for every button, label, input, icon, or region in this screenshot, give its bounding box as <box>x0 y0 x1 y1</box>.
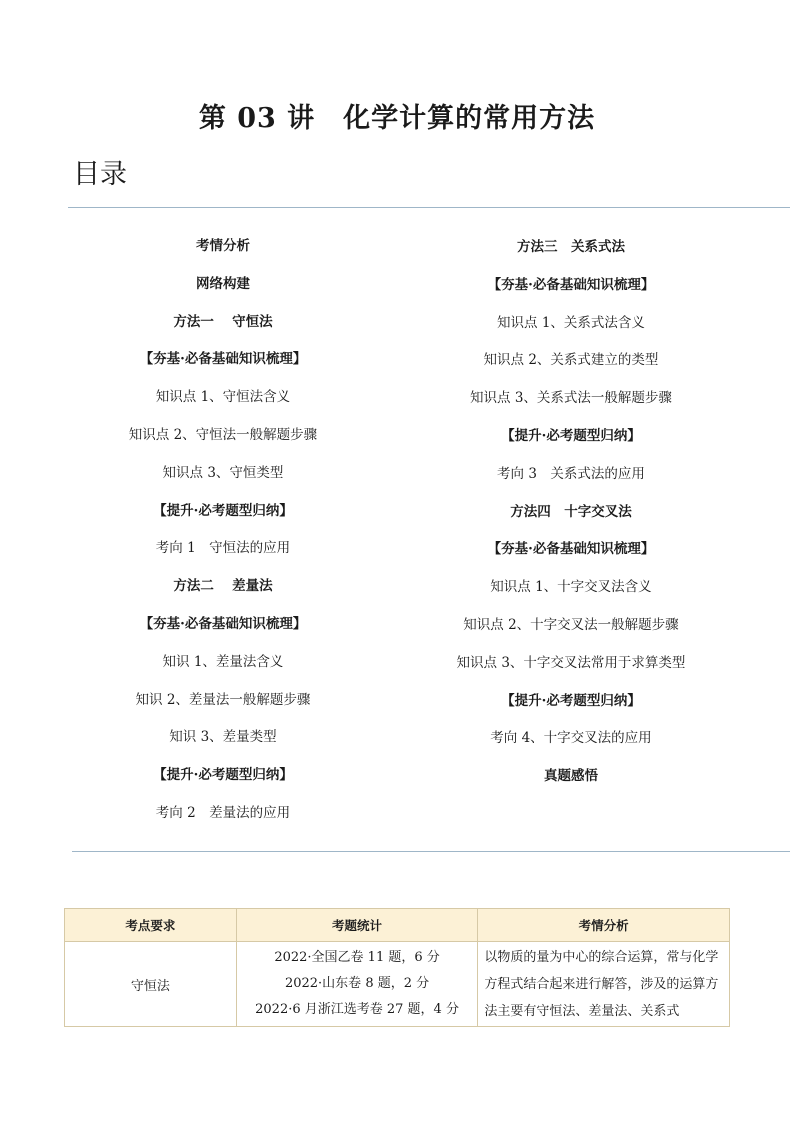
toc-item[interactable]: 【提升·必考题型归纳】 <box>153 502 293 519</box>
stat-line: 2022·全国乙卷 11 题，6 分 <box>274 950 440 965</box>
toc-item[interactable]: 知识点 3、十字交叉法常用于求算类型 <box>456 654 686 671</box>
toc-item[interactable]: 【提升·必考题型归纳】 <box>501 427 641 444</box>
column-header-analysis: 考情分析 <box>478 909 730 942</box>
toc-item[interactable]: 网络构建 <box>196 275 250 292</box>
toc-item[interactable]: 知识点 1、守恒法含义 <box>155 389 291 406</box>
toc-heading: 目录 <box>73 159 127 190</box>
toc-item[interactable]: 知识点 2、守恒法一般解题步骤 <box>128 426 318 443</box>
toc-bottom-divider <box>72 851 790 852</box>
toc-item[interactable]: 真题感悟 <box>544 768 598 785</box>
toc-item[interactable]: 方法四 十字交叉法 <box>510 503 632 520</box>
toc-item[interactable]: 知识 2、差量法一般解题步骤 <box>135 691 311 708</box>
toc-item[interactable]: 知识点 3、关系式法一般解题步骤 <box>470 390 672 407</box>
toc-item[interactable]: 知识 3、差量类型 <box>169 729 277 746</box>
toc-item[interactable]: 【夯基·必备基础知识梳理】 <box>139 615 307 632</box>
toc-item[interactable]: 知识 1、差量法含义 <box>162 653 284 670</box>
toc-top-divider <box>68 207 790 208</box>
toc-item[interactable]: 考情分析 <box>196 238 250 254</box>
requirement-cell: 守恒法 <box>65 942 237 1027</box>
toc-item[interactable]: 考向 1 守恒法的应用 <box>155 540 291 557</box>
toc-item[interactable]: 方法一 守恒法 <box>173 313 273 330</box>
column-header-statistics: 考题统计 <box>236 909 478 942</box>
table-row <box>65 942 730 1027</box>
analysis-cell: 以物质的量为中心的综合运算，常与化学方程式结合起来进行解答，涉及的运算方法主要有守恒法、差量法、关系式 <box>478 942 730 1027</box>
table-header-row <box>65 909 730 942</box>
statistics-cell <box>236 942 478 1027</box>
toc-item[interactable]: 【夯基·必备基础知识梳理】 <box>139 351 307 368</box>
exam-analysis-table <box>64 908 730 1027</box>
toc-item[interactable]: 【夯基·必备基础知识梳理】 <box>487 276 655 293</box>
column-header-requirement: 考点要求 <box>65 909 237 942</box>
toc-item[interactable]: 知识点 2、十字交叉法一般解题步骤 <box>463 616 679 633</box>
toc-item[interactable]: 方法二 差量法 <box>173 578 273 595</box>
toc-item[interactable]: 考向 2 差量法的应用 <box>155 804 291 821</box>
toc-left-column <box>73 236 373 841</box>
toc-item[interactable]: 知识点 1、十字交叉法含义 <box>490 579 652 596</box>
toc-item[interactable]: 考向 3 关系式法的应用 <box>497 465 645 482</box>
toc-item[interactable]: 【提升·必考题型归纳】 <box>153 767 293 784</box>
page-title: 第 03 讲 化学计算的常用方法 <box>198 103 596 134</box>
toc-item[interactable]: 知识点 2、关系式建立的类型 <box>483 352 659 369</box>
toc-item[interactable]: 【提升·必考题型归纳】 <box>501 692 641 709</box>
stat-line: 2022·山东卷 8 题，2 分 <box>284 976 430 991</box>
toc-right-column <box>421 237 721 804</box>
toc-item[interactable]: 方法三 关系式法 <box>517 239 625 255</box>
stat-line: 2022·6 月浙江选考卷 27 题，4 分 <box>255 1002 459 1017</box>
toc-item[interactable]: 知识点 3、守恒类型 <box>162 464 284 481</box>
toc-item[interactable]: 考向 4、十字交叉法的应用 <box>490 730 652 747</box>
toc-item[interactable]: 知识点 1、关系式法含义 <box>497 314 645 331</box>
toc-item[interactable]: 【夯基·必备基础知识梳理】 <box>487 541 655 558</box>
